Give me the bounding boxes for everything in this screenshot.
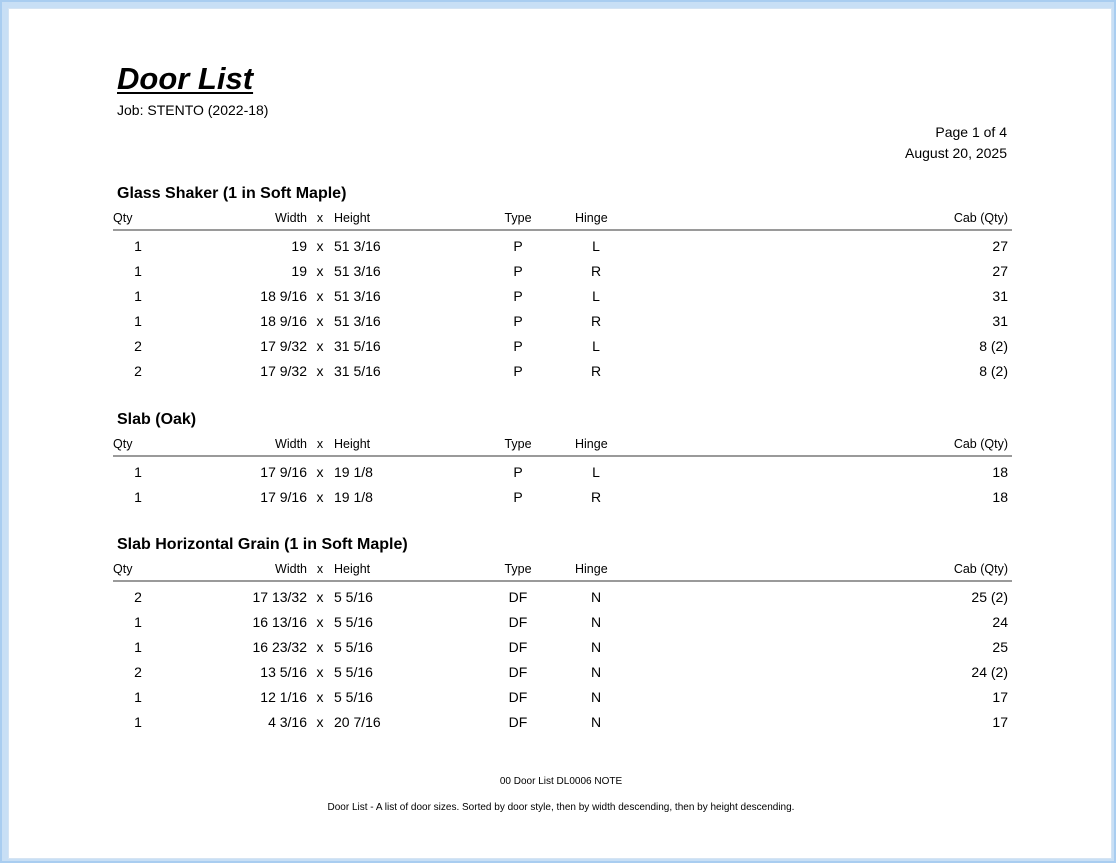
cell-type: P	[513, 464, 523, 480]
cell-qty: 2	[134, 589, 142, 605]
cell-height: 51 3/16	[334, 238, 381, 254]
header-divider	[113, 580, 1012, 582]
col-height: Height	[334, 437, 371, 451]
cell-type: P	[513, 313, 523, 329]
cell-width: 18 9/16	[260, 288, 307, 304]
job-label: Job: STENTO (2022-18)	[117, 102, 269, 118]
cell-width: 4 3/16	[268, 714, 307, 730]
cell-cab: 24 (2)	[971, 664, 1008, 680]
cell-qty: 1	[134, 614, 142, 630]
col-hinge: Hinge	[575, 211, 608, 225]
table-row	[113, 337, 1012, 362]
cell-hinge: L	[592, 464, 600, 480]
cell-type: DF	[508, 589, 528, 605]
cell-hinge: L	[592, 338, 600, 354]
cell-hinge: N	[590, 614, 602, 630]
col-width: Width	[275, 562, 307, 576]
cell-x: x	[316, 589, 324, 605]
cell-width: 17 9/16	[260, 464, 307, 480]
cell-height: 31 5/16	[334, 338, 381, 354]
table-row	[113, 638, 1012, 663]
cell-height: 19 1/8	[334, 464, 373, 480]
col-height: Height	[334, 211, 371, 225]
table-row	[113, 262, 1012, 287]
cell-type: P	[513, 288, 523, 304]
cell-width: 19	[291, 238, 307, 254]
col-type: Type	[504, 562, 532, 576]
col-height: Height	[334, 562, 371, 576]
cell-type: P	[513, 363, 523, 379]
cell-x: x	[316, 464, 324, 480]
cell-qty: 2	[134, 363, 142, 379]
door-rows	[113, 237, 1012, 387]
cell-width: 17 13/32	[252, 589, 307, 605]
cell-type: DF	[508, 689, 528, 705]
cell-height: 51 3/16	[334, 288, 381, 304]
cell-height: 19 1/8	[334, 489, 373, 505]
header-divider	[113, 229, 1012, 231]
section-title: Slab Horizontal Grain (1 in Soft Maple)	[117, 536, 408, 553]
table-row	[113, 362, 1012, 387]
door-rows	[113, 463, 1012, 513]
cell-width: 19	[291, 263, 307, 279]
cell-x: x	[316, 238, 324, 254]
col-hinge: Hinge	[575, 562, 608, 576]
cell-height: 31 5/16	[334, 363, 381, 379]
table-row	[113, 663, 1012, 688]
cell-cab: 24	[992, 614, 1008, 630]
cell-type: DF	[508, 664, 528, 680]
cell-qty: 1	[134, 489, 142, 505]
cell-width: 18 9/16	[260, 313, 307, 329]
cell-hinge: L	[592, 238, 600, 254]
page-number: Page 1 of 4	[935, 124, 1007, 140]
table-row	[113, 237, 1012, 262]
table-row	[113, 312, 1012, 337]
section-title: Slab (Oak)	[117, 411, 197, 428]
cell-hinge: N	[590, 664, 602, 680]
cell-width: 13 5/16	[260, 664, 307, 680]
cell-x: x	[316, 714, 324, 730]
cell-height: 5 5/16	[334, 614, 373, 630]
col-x: x	[316, 437, 324, 451]
cell-hinge: R	[590, 363, 602, 379]
column-header-row	[113, 209, 1012, 227]
cell-x: x	[316, 288, 324, 304]
cell-x: x	[316, 363, 324, 379]
col-cab: Cab (Qty)	[953, 211, 1008, 225]
cell-x: x	[316, 313, 324, 329]
cell-height: 51 3/16	[334, 263, 381, 279]
cell-type: P	[513, 263, 523, 279]
cell-width: 12 1/16	[260, 689, 307, 705]
cell-x: x	[316, 263, 324, 279]
cell-width: 17 9/32	[260, 363, 307, 379]
cell-x: x	[316, 489, 324, 505]
cell-cab: 8 (2)	[979, 363, 1008, 379]
table-row	[113, 463, 1012, 488]
cell-cab: 31	[992, 288, 1008, 304]
cell-width: 17 9/32	[260, 338, 307, 354]
cell-type: P	[513, 338, 523, 354]
cell-width: 17 9/16	[260, 489, 307, 505]
cell-cab: 17	[992, 714, 1008, 730]
cell-type: DF	[508, 614, 528, 630]
report-page	[8, 8, 1112, 859]
cell-hinge: L	[592, 288, 600, 304]
cell-cab: 18	[992, 464, 1008, 480]
cell-x: x	[316, 639, 324, 655]
cell-hinge: N	[590, 589, 602, 605]
cell-height: 5 5/16	[334, 639, 373, 655]
cell-height: 51 3/16	[334, 313, 381, 329]
cell-cab: 8 (2)	[979, 338, 1008, 354]
cell-x: x	[316, 614, 324, 630]
col-width: Width	[275, 211, 307, 225]
cell-cab: 18	[992, 489, 1008, 505]
table-row	[113, 688, 1012, 713]
footer-code: 00 Door List DL0006 NOTE	[499, 776, 623, 787]
cell-qty: 2	[134, 664, 142, 680]
col-cab: Cab (Qty)	[953, 437, 1008, 451]
col-qty: Qty	[113, 562, 133, 576]
col-x: x	[316, 562, 324, 576]
table-row	[113, 588, 1012, 613]
column-header-row	[113, 435, 1012, 453]
col-hinge: Hinge	[575, 437, 608, 451]
col-width: Width	[275, 437, 307, 451]
cell-cab: 25	[992, 639, 1008, 655]
cell-hinge: R	[590, 489, 602, 505]
table-row	[113, 713, 1012, 738]
cell-qty: 1	[134, 714, 142, 730]
col-cab: Cab (Qty)	[953, 562, 1008, 576]
header-divider	[113, 455, 1012, 457]
cell-qty: 1	[134, 464, 142, 480]
cell-type: DF	[508, 714, 528, 730]
cell-qty: 1	[134, 639, 142, 655]
cell-qty: 1	[134, 238, 142, 254]
cell-cab: 31	[992, 313, 1008, 329]
report-date: August 20, 2025	[905, 145, 1007, 161]
cell-x: x	[316, 664, 324, 680]
table-row	[113, 613, 1012, 638]
cell-hinge: N	[590, 689, 602, 705]
cell-type: P	[513, 238, 523, 254]
cell-type: P	[513, 489, 523, 505]
report-title: Door List	[117, 61, 254, 96]
cell-height: 5 5/16	[334, 664, 373, 680]
cell-qty: 1	[134, 689, 142, 705]
cell-qty: 2	[134, 338, 142, 354]
section-title: Glass Shaker (1 in Soft Maple)	[117, 185, 347, 202]
table-row	[113, 287, 1012, 312]
cell-width: 16 13/16	[252, 614, 307, 630]
cell-qty: 1	[134, 263, 142, 279]
cell-width: 16 23/32	[252, 639, 307, 655]
page-info	[905, 122, 1007, 164]
cell-hinge: R	[590, 313, 602, 329]
col-type: Type	[504, 211, 532, 225]
col-qty: Qty	[113, 437, 133, 451]
column-header-row	[113, 560, 1012, 578]
cell-hinge: N	[590, 714, 602, 730]
cell-height: 5 5/16	[334, 689, 373, 705]
cell-cab: 27	[992, 263, 1008, 279]
cell-qty: 1	[134, 288, 142, 304]
cell-cab: 25 (2)	[971, 589, 1008, 605]
table-row	[113, 488, 1012, 513]
cell-hinge: R	[590, 263, 602, 279]
cell-x: x	[316, 689, 324, 705]
cell-height: 20 7/16	[334, 714, 381, 730]
cell-hinge: N	[590, 639, 602, 655]
cell-cab: 17	[992, 689, 1008, 705]
col-qty: Qty	[113, 211, 133, 225]
cell-height: 5 5/16	[334, 589, 373, 605]
col-type: Type	[504, 437, 532, 451]
col-x: x	[316, 211, 324, 225]
footer-description: Door List - A list of door sizes. Sorted by door style, then by width descending, then by height descending.	[327, 802, 795, 813]
cell-cab: 27	[992, 238, 1008, 254]
door-rows	[113, 588, 1012, 738]
cell-type: DF	[508, 639, 528, 655]
cell-x: x	[316, 338, 324, 354]
cell-qty: 1	[134, 313, 142, 329]
